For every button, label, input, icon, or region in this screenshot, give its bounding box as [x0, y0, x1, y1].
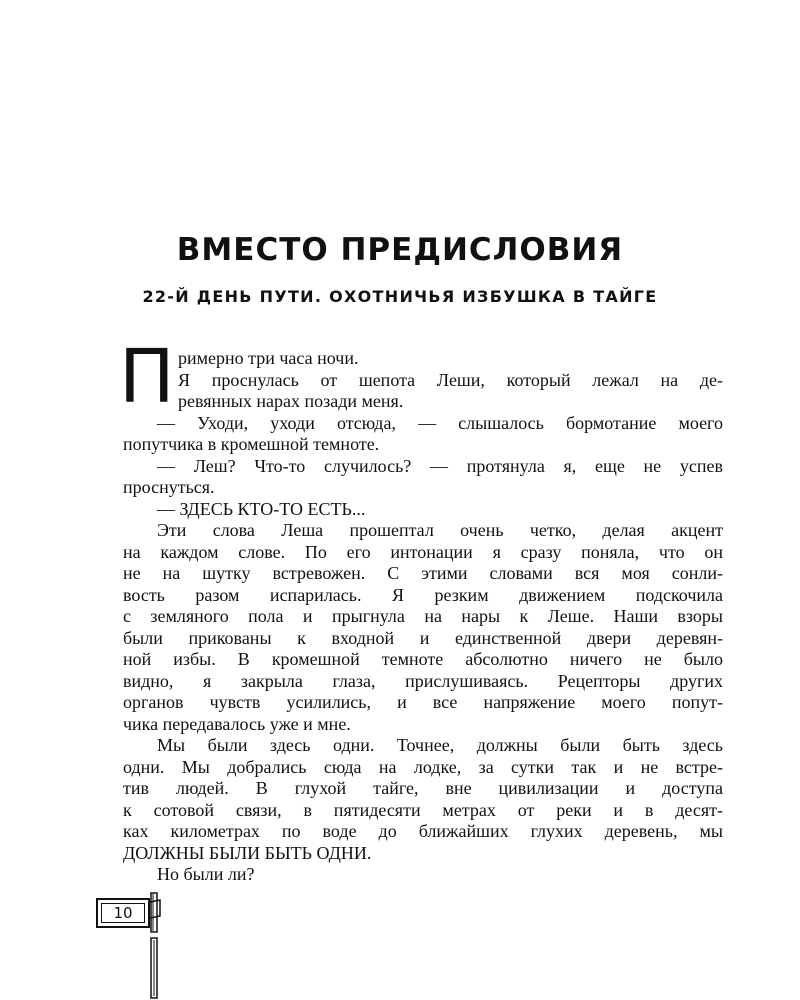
- text-line: — Уходи, уходи отсюда, — слышалось бормотание моего: [157, 412, 723, 433]
- text-line: с земляного пола и прыгнула на нары к Леше. Наши взоры: [123, 606, 723, 626]
- text-line: римерно три часа ночи.: [178, 348, 359, 368]
- signpost-icon: [148, 892, 170, 1000]
- text-line: ной избы. В кромешной темноте абсолютно ничего не было: [123, 649, 723, 669]
- text-line: Я проснулась от шепота Леши, который лежал на де-: [178, 369, 723, 390]
- text-line: — Леш? Что-то случилось? — протянула я, еще не успев: [157, 455, 723, 476]
- chapter-title: ВМЕСТО ПРЕДИСЛОВИЯ: [176, 232, 624, 268]
- text-line: видно, я закрыла глаза, прислушиваясь. Рецепторы других: [123, 670, 723, 691]
- text-line: Но были ли?: [157, 864, 255, 884]
- text-line: Мы были здесь одни. Точнее, должны были быть здесь: [157, 735, 723, 755]
- text-line: ДОЛЖНЫ БЫЛИ БЫТЬ ОДНИ.: [123, 842, 372, 863]
- text-line: были прикованы к входной и единственной двери деревян-: [123, 627, 723, 648]
- text-line: тив людей. В глухой тайге, вне цивилизации и доступа: [123, 778, 723, 798]
- text-line: к сотовой связи, в пятидесяти метрах от реки и в десят-: [123, 799, 723, 820]
- text-line: на каждом слове. По его интонации я сразу поняла, что он: [123, 541, 723, 562]
- drop-cap: П: [119, 334, 175, 420]
- text-line: не на шутку встревожен. С этими словами вся моя сонли-: [123, 563, 723, 583]
- page-number-frame: [96, 898, 150, 928]
- text-line: вость разом испарилась. Я резким движением подскочила: [123, 584, 723, 605]
- text-line: чика передавалось уже и мне.: [123, 713, 351, 734]
- text-line: попутчика в кромешной темноте.: [123, 434, 380, 454]
- text-line: одни. Мы добрались сюда на лодке, за сутки так и не встре-: [123, 756, 723, 777]
- text-line: Эти слова Леша прошептал очень четко, делая акцент: [157, 520, 723, 540]
- text-line: ках километрах по воде до ближайших глухих деревень, мы: [123, 821, 723, 841]
- page-number: 10: [101, 903, 145, 923]
- body-text: [119, 334, 723, 886]
- text-line: проснуться.: [123, 477, 215, 497]
- chapter-subtitle: 22-Й ДЕНЬ ПУТИ. ОХОТНИЧЬЯ ИЗБУШКА В ТАЙГЕ: [142, 287, 658, 306]
- text-line: ревянных нарах позади меня.: [178, 391, 404, 411]
- text-line: органов чувств усилились, и все напряжение моего попут-: [123, 692, 723, 712]
- text-line: — ЗДЕСЬ КТО-ТО ЕСТЬ...: [157, 498, 366, 519]
